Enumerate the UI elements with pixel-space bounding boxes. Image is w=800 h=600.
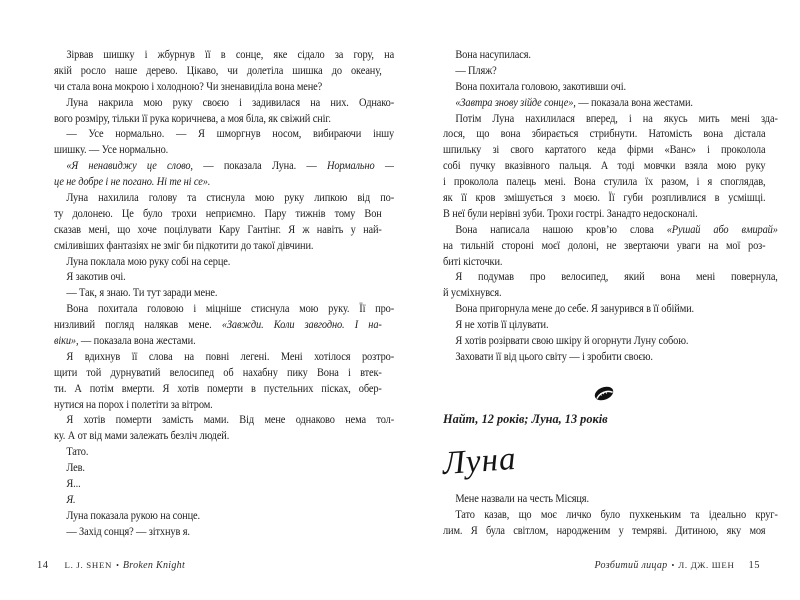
text-line bbox=[54, 79, 382, 95]
text-line bbox=[443, 79, 778, 95]
body-text: шпильку зі свого картатого кеда фірми «Ванс» і проколола bbox=[443, 142, 766, 157]
body-text: — Пляж? bbox=[455, 62, 497, 77]
body-text: собі пучку вказівного пальця. А тоді мовчки взяла мою руку bbox=[443, 158, 766, 173]
body-text: Вона похитала головою, закотивши очі. bbox=[455, 78, 626, 93]
body-text: Тато. bbox=[66, 444, 89, 459]
page-number-right: 15 bbox=[748, 560, 760, 571]
text-line bbox=[443, 174, 765, 190]
text-line bbox=[54, 254, 394, 270]
text-line bbox=[54, 524, 394, 540]
body-text: Луна показала рукою на сонце. bbox=[66, 507, 200, 522]
text-line bbox=[54, 190, 394, 206]
text-line bbox=[54, 222, 382, 238]
text-line bbox=[443, 206, 765, 222]
text-line bbox=[443, 301, 778, 317]
text-line bbox=[443, 126, 765, 142]
body-text: ту долонею. Це було трохи неприємно. Пару тижнів тому Вон bbox=[54, 205, 382, 220]
text-line bbox=[54, 444, 394, 460]
text-line bbox=[54, 47, 394, 63]
age-byline: Найт, 12 років; Луна, 13 років bbox=[443, 411, 608, 426]
text-line bbox=[443, 222, 778, 238]
running-header-right bbox=[594, 560, 734, 571]
separator-dot: • bbox=[671, 561, 675, 570]
body-text: чи стала вона мокрою і холодною? Чи зненавиділа вона мене? bbox=[54, 78, 323, 93]
italic-text: це не добре і не погано. Ні те ні се». bbox=[54, 174, 211, 189]
text-line bbox=[54, 317, 382, 333]
text-line bbox=[54, 460, 394, 476]
football-icon bbox=[592, 383, 616, 404]
body-text: — показала вона жестами. bbox=[78, 333, 196, 348]
body-text: низливий погляд налякав мене. bbox=[54, 317, 222, 332]
author-name: L. J. SHEN bbox=[64, 560, 113, 570]
body-text: сказав мені, що хоче поцілувати Кару Гантінг. Я ж навіть у най- bbox=[54, 221, 382, 236]
text-line bbox=[443, 523, 765, 539]
text-line bbox=[54, 111, 382, 127]
body-text: як її кров змішується з моєю. Її губи розпливлися в усмішці. bbox=[443, 190, 766, 205]
body-text: Вона насупилася. bbox=[455, 47, 531, 61]
body-text: Вона написала нашою кров’ю слова bbox=[455, 221, 667, 236]
body-text: Я подумав про велосипед, який вона мені повернула, bbox=[455, 269, 778, 284]
body-text: і проколола палець мені. Вона стулила їх разом, і я споглядав, bbox=[443, 174, 766, 189]
body-text: Я хотів розірвати свою шкіру й огорнути Луну собою. bbox=[455, 333, 689, 348]
text-line bbox=[54, 95, 394, 111]
text-line bbox=[54, 238, 382, 254]
text-line bbox=[443, 190, 765, 206]
running-header-left bbox=[65, 560, 186, 571]
body-text: лим. Я була світлом, народженим у темряві. Дитиною, яку моя bbox=[443, 522, 766, 537]
text-line bbox=[443, 269, 778, 285]
text-line bbox=[443, 349, 778, 365]
text-line bbox=[54, 158, 394, 174]
footer-left bbox=[37, 560, 185, 576]
body-text: Луна нахилила голову та стиснула мою руку липкою від по- bbox=[66, 190, 395, 205]
text-line bbox=[54, 142, 382, 158]
body-text: й усміхнувся. bbox=[443, 285, 502, 300]
text-line bbox=[443, 158, 765, 174]
text-line bbox=[54, 492, 394, 508]
text-line bbox=[443, 491, 778, 507]
text-line bbox=[54, 126, 394, 142]
body-text: Я вдихнув її слова на повні легені. Мені хотілося розтро- bbox=[66, 348, 395, 363]
italic-text: «Рушай або вмирай» bbox=[666, 221, 778, 236]
body-text: Тато казав, що моє личко було пухкеньким та ідеально круг- bbox=[455, 506, 778, 521]
body-text: В неї були нерівні зуби. Трохи гострі. Занадто недосконалі. bbox=[443, 205, 698, 220]
text-line bbox=[443, 254, 765, 270]
body-text: — показала Луна. — bbox=[192, 158, 327, 173]
body-text: ти. А потім вмерти. Я хотів померти в пустельних пісках, обер- bbox=[54, 380, 382, 395]
separator-dot: • bbox=[116, 561, 119, 570]
body-text: Луна накрила мою руку своєю і задивилася на них. Однако- bbox=[66, 94, 395, 109]
body-text: Я хотів померти замість мами. Від мене однаково нема тол- bbox=[66, 412, 395, 427]
chapter-heading-luna: Луна bbox=[441, 440, 518, 482]
book-title-english: Broken Knight bbox=[122, 560, 186, 571]
section-break-ornament bbox=[443, 383, 765, 404]
body-text: биті кісточки. bbox=[443, 253, 503, 268]
body-text: — Усе нормально. — Я шморгнув носом, вибираючи іншу bbox=[66, 126, 395, 141]
italic-text: «Я ненавиджу це слово, bbox=[66, 158, 193, 173]
text-line bbox=[54, 269, 394, 285]
body-text: — Захід сонця? — зітхнув я. bbox=[66, 523, 190, 538]
page-number-left: 14 bbox=[37, 560, 49, 571]
body-text: Зірвав шишку і жбурнув її в сонце, яке сідало за гору, на bbox=[66, 47, 395, 61]
body-text: Мене назвали на честь Місяця. bbox=[455, 490, 589, 505]
text-line bbox=[54, 428, 382, 444]
body-text: на тильній стороні моєї долоні, не звертаючи уваги на мої роз- bbox=[443, 237, 766, 252]
text-line bbox=[54, 365, 382, 381]
text-line bbox=[443, 111, 778, 127]
author-name-ukrainian: Л. ДЖ. ШЕН bbox=[678, 560, 735, 570]
body-text: — Так, я знаю. Ти тут заради мене. bbox=[66, 285, 218, 300]
body-text: Я... bbox=[66, 476, 81, 491]
book-title-ukrainian: Розбитий лицар bbox=[594, 560, 668, 571]
text-line bbox=[443, 63, 778, 79]
body-text: — показала вона жестами. bbox=[575, 94, 693, 109]
body-text: щити той дурнуватий велосипед об нахабну пику Вона і втек- bbox=[54, 364, 382, 379]
text-line bbox=[443, 507, 778, 523]
body-text: Луна поклала мою руку собі на серце. bbox=[66, 253, 231, 268]
body-text: Заховати її від цього світу — і зробити своєю. bbox=[455, 348, 653, 363]
body-text: Вона похитала головою і міцніше стиснула мою руку. Її про- bbox=[66, 301, 395, 316]
text-line bbox=[443, 285, 765, 301]
body-text: шишку. — Усе нормально. bbox=[54, 142, 169, 157]
body-text: Лев. bbox=[66, 460, 85, 475]
footer-right bbox=[594, 560, 760, 576]
text-line bbox=[54, 397, 382, 413]
text-line bbox=[54, 476, 394, 492]
body-text: Я закотив очі. bbox=[66, 269, 126, 284]
text-line bbox=[54, 63, 382, 79]
text-line bbox=[54, 285, 394, 301]
text-line bbox=[443, 333, 778, 349]
text-line bbox=[443, 238, 765, 254]
italic-text: «Завтра знову зійде сонце», bbox=[455, 94, 576, 109]
text-line bbox=[54, 301, 394, 317]
body-text: якій росло наше дерево. Цікаво, чи долетіла шишка до океану, bbox=[54, 62, 382, 77]
text-line bbox=[54, 349, 394, 365]
italic-text: «Завжди. Коли завгодно. І на- bbox=[221, 317, 382, 332]
body-text: Потім Луна нахилилася вперед, і на якусь мить мені зда- bbox=[455, 110, 778, 125]
body-text: нутися на порох і полетіти за вітром. bbox=[54, 396, 213, 411]
text-line bbox=[443, 142, 765, 158]
body-text: ку. А от від мами залежать безліч людей. bbox=[54, 428, 230, 443]
text-line bbox=[54, 412, 394, 428]
body-text: лося, що вона збирається стрибнути. Натомість вона дістала bbox=[443, 126, 766, 141]
text-line bbox=[54, 174, 382, 190]
text-line bbox=[443, 317, 778, 333]
body-text: сміливіших фантазіях не зміг би підкотити до такої дівчини. bbox=[54, 237, 314, 252]
body-text: Вона пригорнула мене до себе. Я занурився в її обійми. bbox=[455, 301, 695, 316]
italic-text: віки», bbox=[54, 333, 79, 348]
italic-text: Нормально — bbox=[326, 158, 395, 173]
page-left-text-column bbox=[54, 47, 440, 540]
body-text: Я не хотів її цілувати. bbox=[455, 317, 549, 332]
text-line bbox=[443, 47, 778, 63]
page-right-text-column bbox=[443, 47, 800, 538]
text-line bbox=[54, 381, 382, 397]
italic-text: Я. bbox=[66, 491, 76, 506]
body-text: вого розміру, тільки її рука коричнева, а моя біла, як свіжий сніг. bbox=[54, 110, 331, 125]
text-line bbox=[54, 206, 382, 222]
text-line bbox=[443, 95, 778, 111]
text-line bbox=[54, 333, 382, 349]
text-line bbox=[54, 508, 394, 524]
